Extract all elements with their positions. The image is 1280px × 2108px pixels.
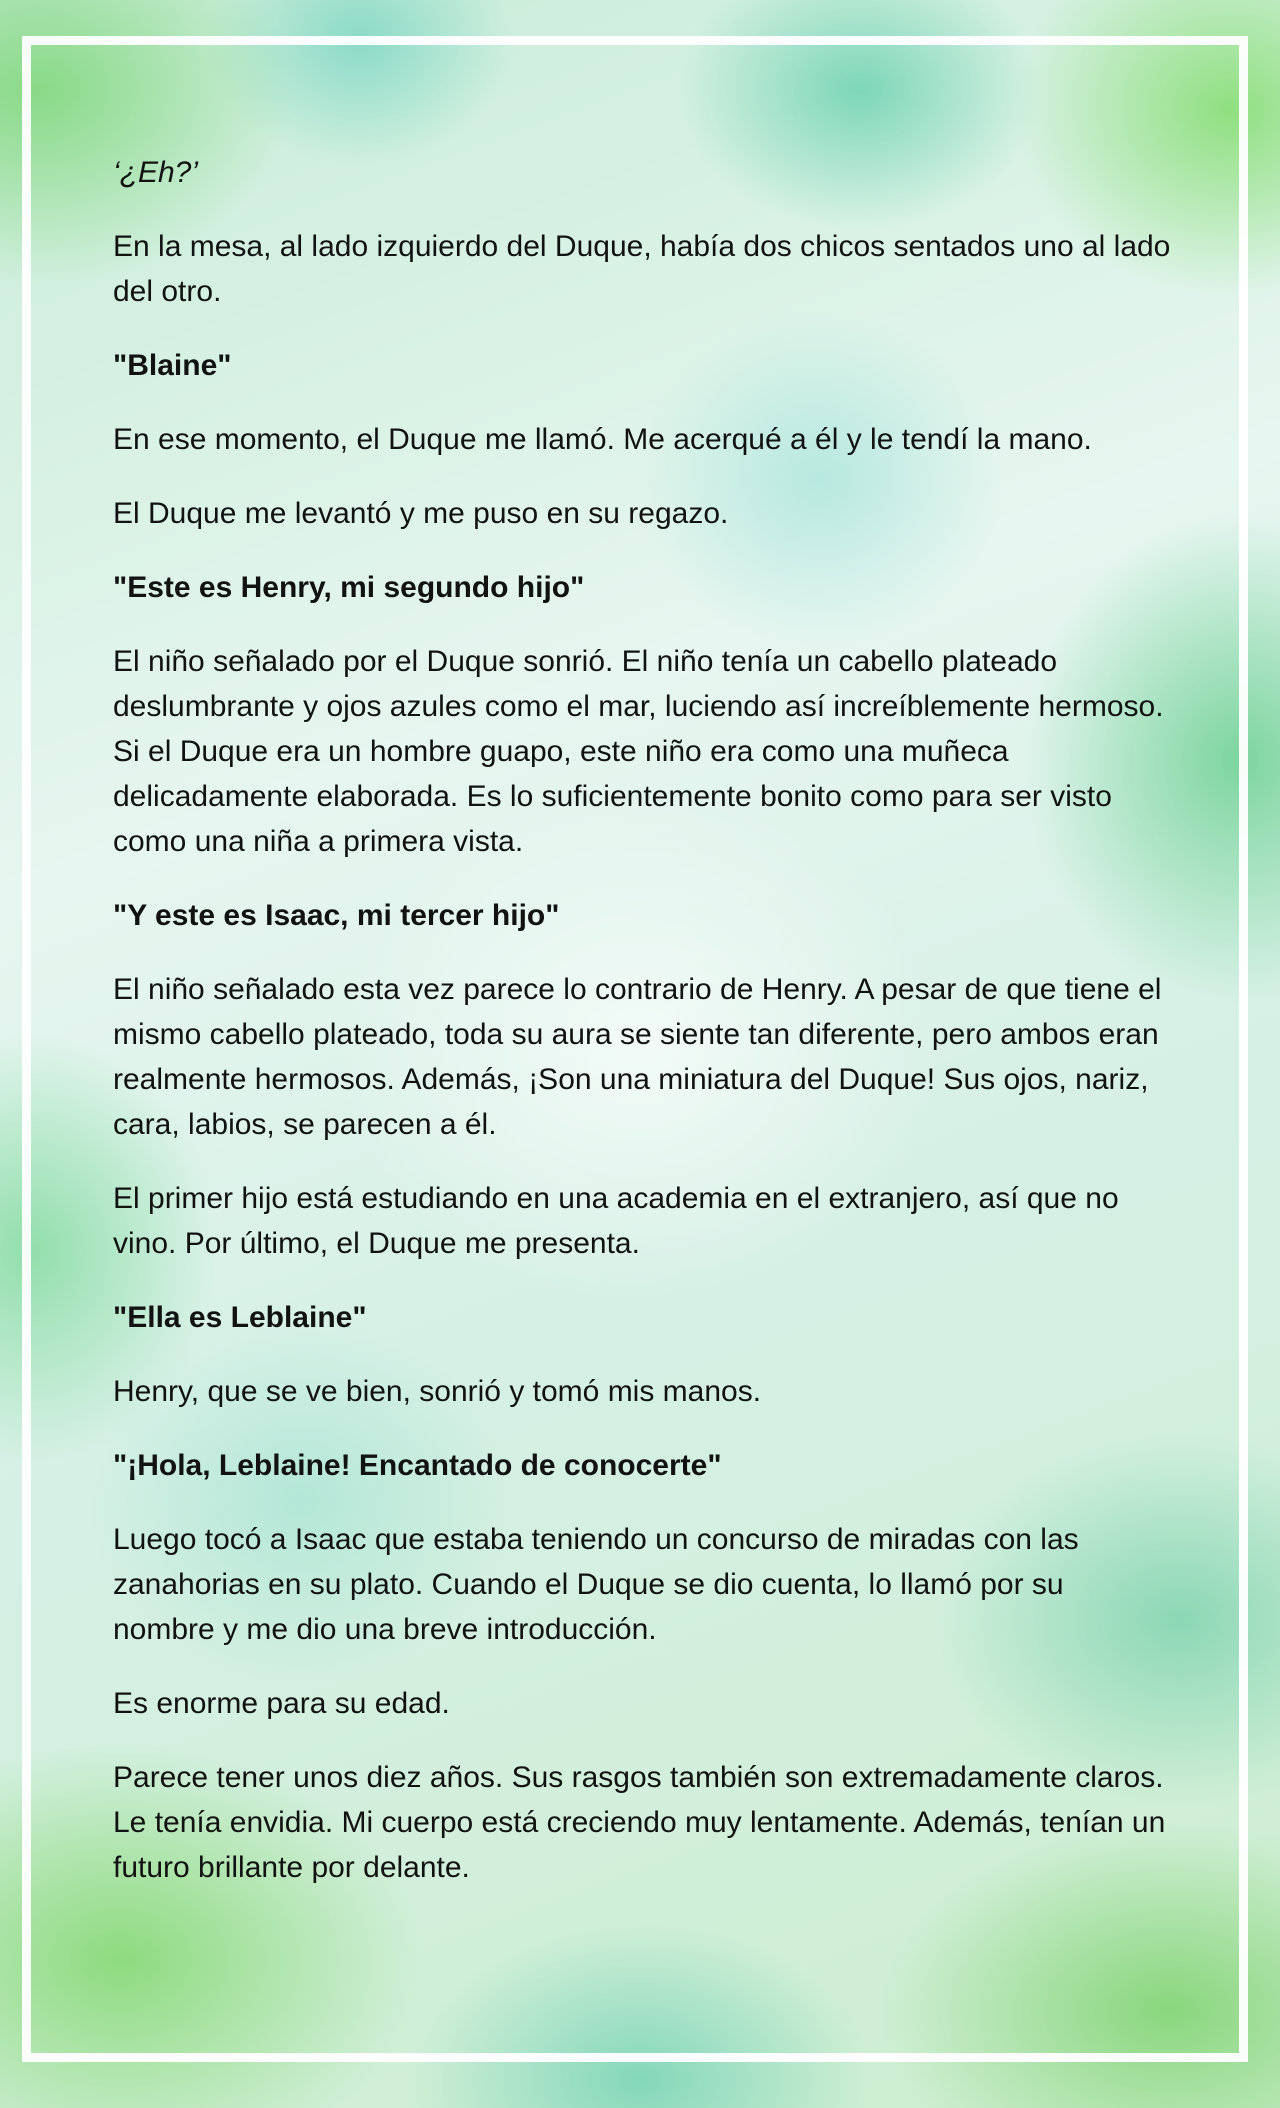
paragraph-lap: El Duque me levantó y me puso en su regazo. — [113, 497, 729, 530]
paragraph-first-son: El primer hijo está estudiando en una academia en el extranjero, así que no vino. Por último, el Duque me presenta. — [113, 1182, 1119, 1260]
paragraph-table-scene: En la mesa, al lado izquierdo del Duque, había dos chicos sentados uno al lado del otro. — [113, 230, 1171, 308]
dialogue-blaine: "Blaine" — [113, 349, 232, 382]
paragraph-enormous: Es enorme para su edad. — [113, 1687, 450, 1720]
dialogue-leblaine-intro: "Ella es Leblaine" — [113, 1301, 367, 1334]
paragraph-duke-calls: En ese momento, el Duque me llamó. Me acerqué a él y le tendí la mano. — [113, 423, 1092, 456]
dialogue-henry-intro: "Este es Henry, mi segundo hijo" — [113, 571, 585, 604]
dialogue-henry-greeting: "¡Hola, Leblaine! Encantado de conocerte" — [113, 1449, 722, 1482]
paragraph-interjection: ‘¿Eh?’ — [113, 156, 199, 189]
paragraph-henry-description: El niño señalado por el Duque sonrió. El niño tenía un cabello plateado deslumbrante y ojos azules como el mar, luciendo así increíblemente hermoso. Si el Duque era un hombre guapo, este niño era como una muñeca delicadamente elaborada. Es lo suficientemente bonito como para ser visto como una niña a primera vista. — [113, 645, 1164, 858]
paragraph-isaac-carrots: Luego tocó a Isaac que estaba teniendo un concurso de miradas con las zanahorias en su plato. Cuando el Duque se dio cuenta, lo llamó por su nombre y me dio una breve introducción. — [113, 1523, 1079, 1646]
dialogue-isaac-intro: "Y este es Isaac, mi tercer hijo" — [113, 899, 560, 932]
story-text — [113, 150, 1173, 1919]
paragraph-isaac-description: El niño señalado esta vez parece lo contrario de Henry. A pesar de que tiene el mismo cabello plateado, toda su aura se siente tan diferente, pero ambos eran realmente hermosos. Además, ¡Son una miniatura del Duque! Sus ojos, nariz, cara, labios, se parecen a él. — [113, 973, 1162, 1141]
paragraph-ten-years: Parece tener unos diez años. Sus rasgos también son extremadamente claros. Le tenía envidia. Mi cuerpo está creciendo muy lentamente. Además, tenían un futuro brillante por delante. — [113, 1761, 1166, 1884]
paragraph-henry-smiles: Henry, que se ve bien, sonrió y tomó mis manos. — [113, 1375, 762, 1408]
